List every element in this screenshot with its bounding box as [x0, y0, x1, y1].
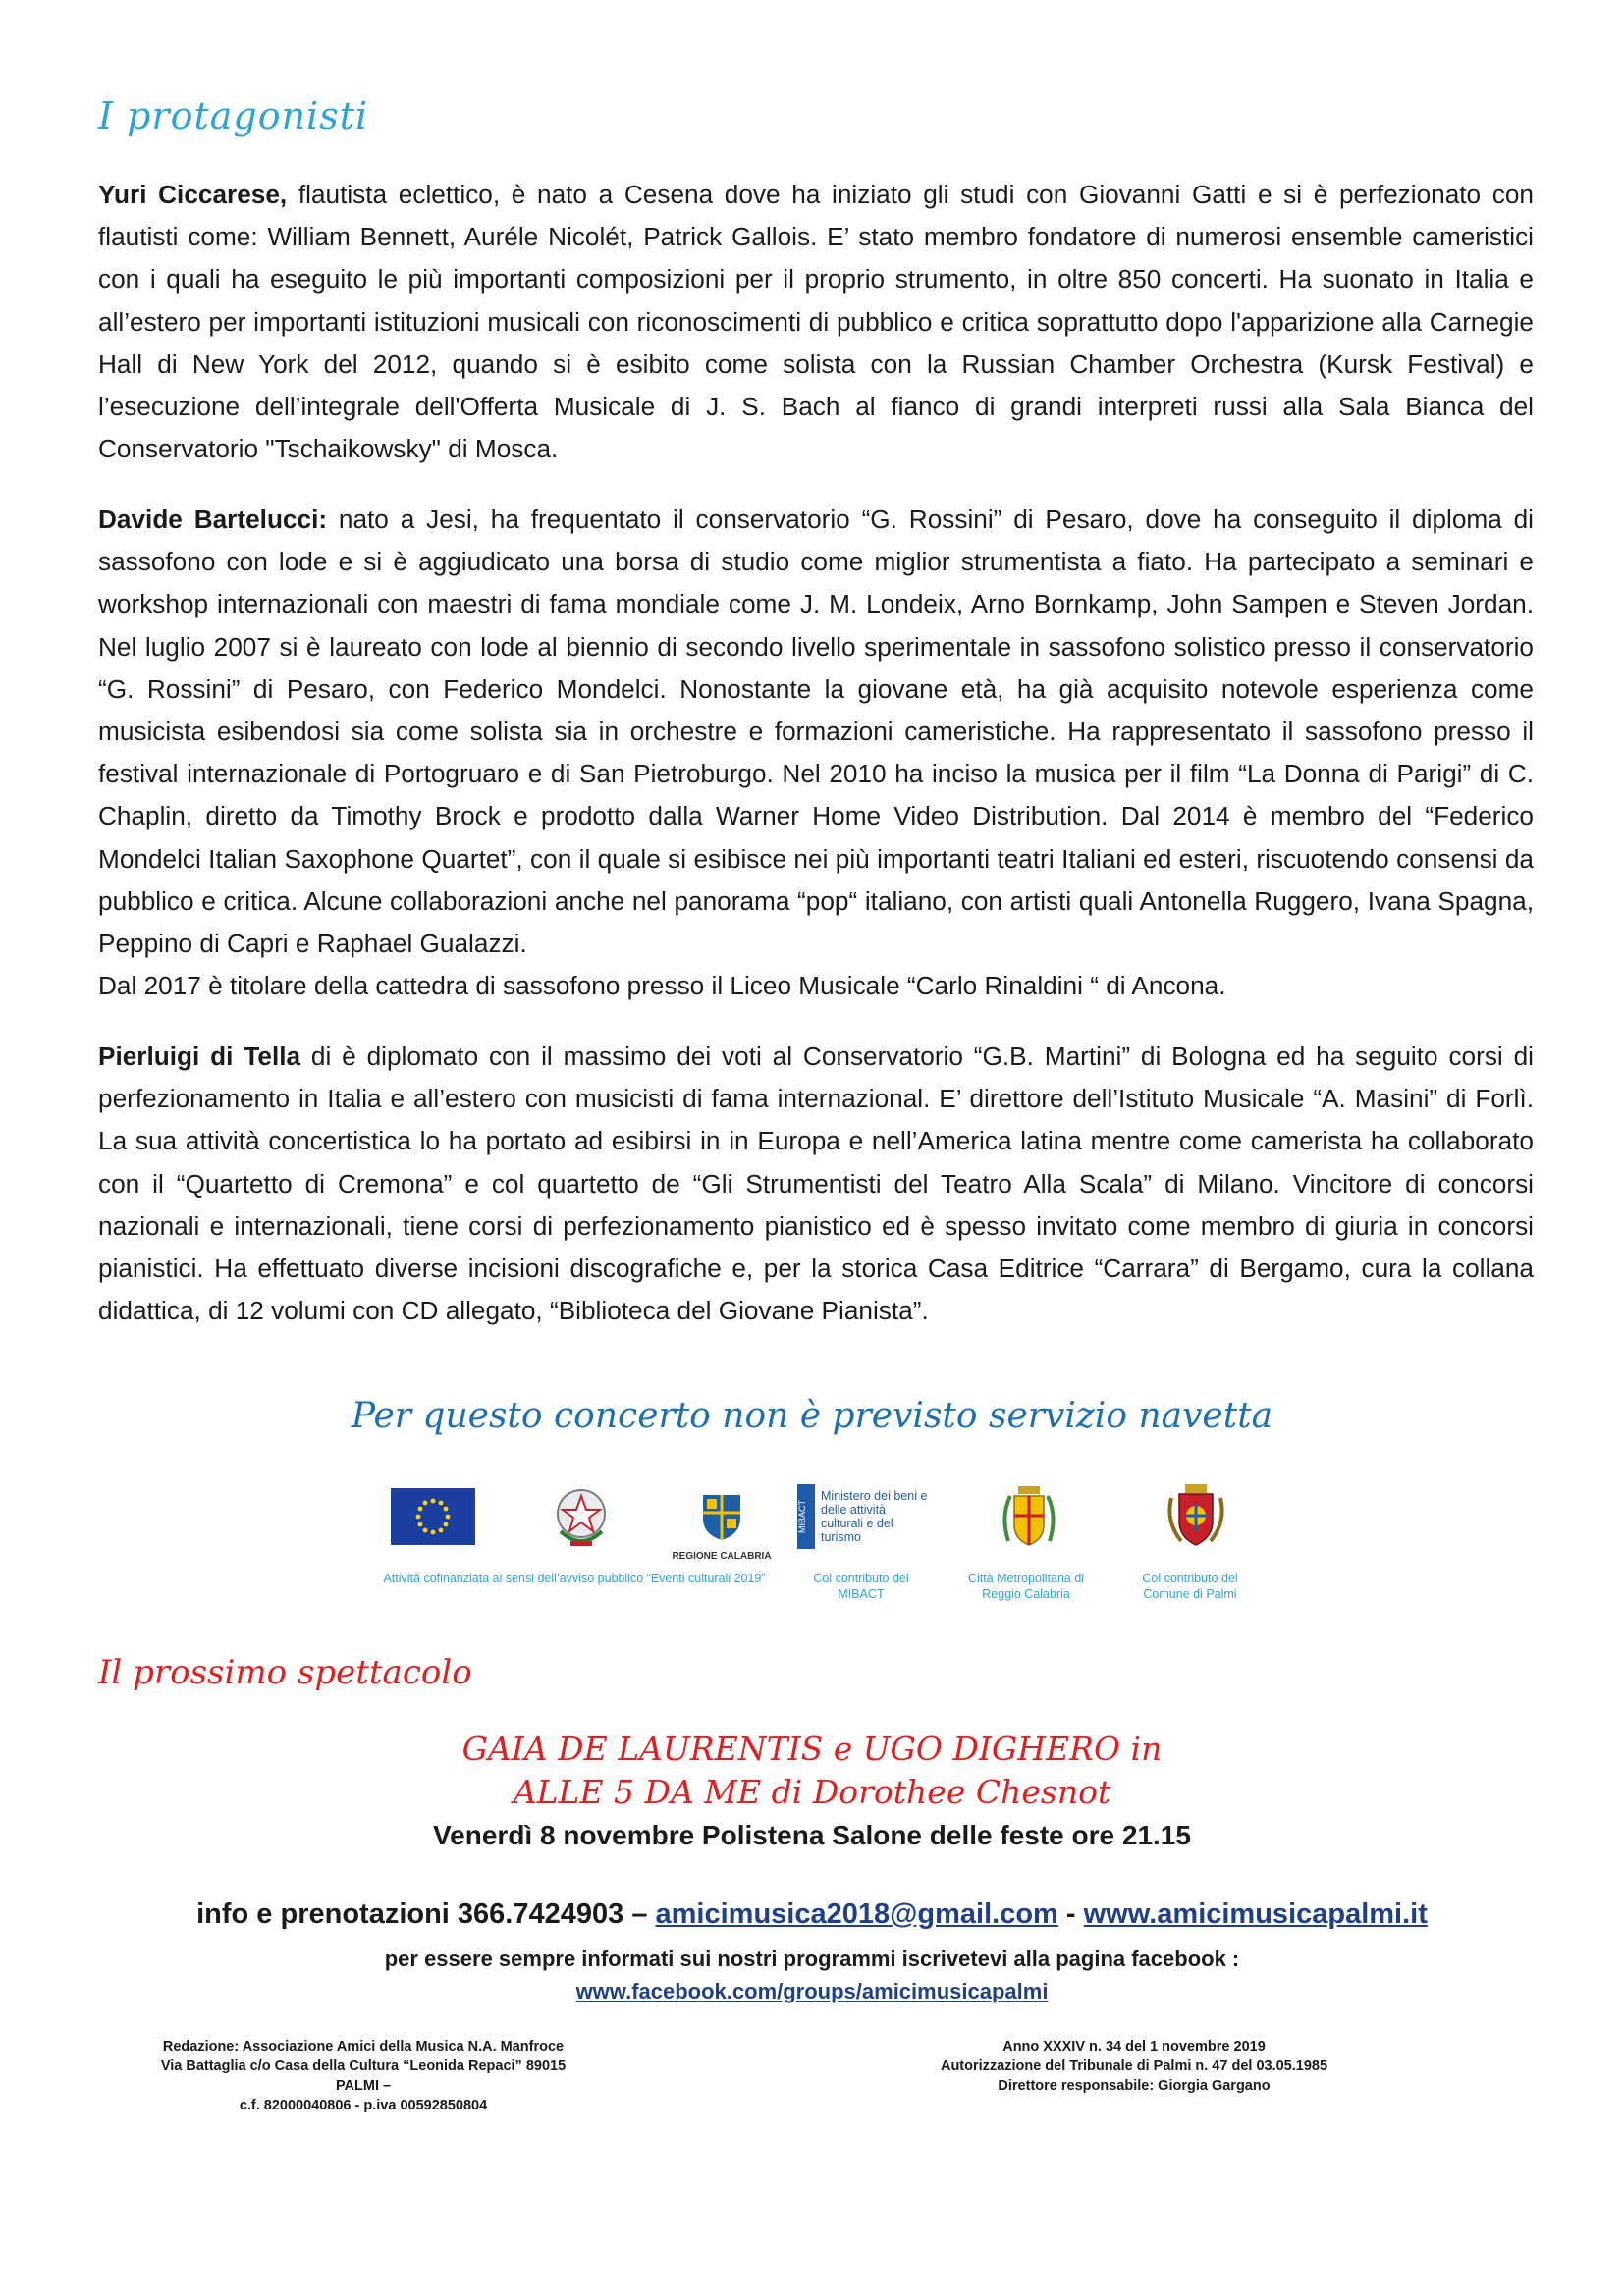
region-label: REGIONE CALABRIA [672, 1551, 772, 1562]
caption-reggio: Città Metropolitana di Reggio Calabria [967, 1572, 1085, 1601]
contact-prefix: info e prenotazioni 366.7424903 – [196, 1898, 656, 1930]
shuttle-note: Per questo concerto non è previsto servizio navetta [351, 1396, 1273, 1436]
website-link[interactable]: www.amicimusicapalmi.it [1083, 1898, 1428, 1930]
footer-line: c.f. 82000040806 - p.iva 00592850804 [239, 2098, 488, 2113]
bio-name: Pierluigi di Tella [98, 1041, 301, 1071]
mibact-logo [797, 1482, 935, 1551]
bio-name: Davide Bartelucci: [98, 505, 328, 534]
bio-name: Yuri Ciccarese, [98, 180, 288, 209]
facebook-line [0, 1979, 1624, 2004]
contact-separator: - [1057, 1898, 1084, 1930]
bio-paragraph [98, 174, 1534, 470]
mibact-side-label: MIBACT [797, 1484, 815, 1549]
footer-registration [874, 2037, 1394, 2096]
footer-line: Redazione: Associazione Amici della Musica N.A. Manfroce [162, 2039, 565, 2055]
facebook-note: per essere sempre informati sui nostri programmi iscrivetevi alla pagina facebook : [384, 1947, 1240, 1971]
bio-text: flautista eclettico, è nato a Cesena dove ha iniziato gli studi con Giovanni Gatti e si è perfezionato con flautisti come: William Bennett, Auréle Nicolét, Patrick Gallois. E’ stato membro fondatore di numerosi ensemble cameristici con i quali ha eseguito le più importanti composizioni per il proprio strumento, in oltre 850 concerti. Ha suonato in Italia e all’estero per importanti istituzioni musicali con riconoscimenti di pubblico e critica soprattutto dopo l'apparizione alla Carnegie Hall di New York del 2012, quando si è esibito come solista con la Russian Chamber Orchestra (Kursk Festival) e l’esecuzione dell’integrale dell'Offerta Musicale di J. S. Bach al fianco di grandi interpreti russi alla Sala Bianca del Conservatorio "Tschaikowsky" di Mosca. [98, 180, 1534, 464]
bio-paragraph [98, 1036, 1534, 1332]
facebook-link[interactable]: www.facebook.com/groups/amicimusicapalmi [575, 1979, 1049, 2003]
email-link[interactable]: amicimusica2018@gmail.com [655, 1898, 1058, 1930]
italian-republic-emblem-icon [546, 1482, 617, 1551]
contact-info [0, 1898, 1624, 1931]
footer-line: Anno XXXIV n. 34 del 1 novembre 2019 [1002, 2039, 1266, 2055]
caption-mibact: Col contributo del MIBACT [813, 1572, 909, 1601]
next-show-date: Venerdì 8 novembre Polistena Salone delle feste ore 21.15 [433, 1820, 1191, 1850]
next-show-title: ALLE 5 DA ME di Dorothee Chesnot [513, 1773, 1111, 1811]
next-show-heading: Il prossimo spettacolo [98, 1653, 472, 1692]
bio-text: nato a Jesi, ha frequentato il conservatorio “G. Rossini” di Pesaro, dove ha conseguito il diploma di sassofono con lode e si è aggiudicato una borsa di studio come miglior strumentista a fiato. Ha partecipato a seminari e workshop internazionali con maestri di fama mondiale come J. M. Londeix, Arno Bornkamp, John Sampen e Steven Jordan. Nel luglio 2007 si è laureato con lode al biennio di secondo livello sperimentale in sassofono solistico presso il conservatorio “G. Rossini” di Pesaro, con Federico Mondelci. Nonostante la giovane età, ha già acquisito notevole esperienza come musicista esibendosi sia come solista sia in orchestre e formazioni cameristiche. Ha rappresentato il sassofono presso il festival internazionale di Portogruaro e di San Pietroburgo. Nel 2010 ha inciso la musica per il film “La Donna di Parigi” di C. Chaplin, diretto da Timothy Brock e prodotto dalla Warner Home Video Distribution. Dal 2014 è membro del “Federico Mondelci Italian Saxophone Quartet”, con il quale si esibisce nei più importanti teatri Italiani ed esteri, riscuotendo consensi da pubblico e critica. Alcune collaborazioni anche nel panorama “pop“ italiano, con artisti quali Antonella Ruggero, Ivana Spagna, Peppino di Capri e Raphael Gualazzi. [98, 505, 1534, 959]
mibact-text: Ministero dei beni e delle attività culturali e del turismo [821, 1489, 928, 1544]
caption-eu: Attività cofinanziata ai sensi dell’avviso pubblico “Eventi culturali 2019” [383, 1572, 766, 1585]
reggio-calabria-crest-icon [992, 1482, 1066, 1551]
regione-calabria-logo [687, 1482, 756, 1551]
caption-palmi: Col contributo del Comune di Palmi [1142, 1572, 1238, 1601]
footer-line: Autorizzazione del Tribunale di Palmi n. 47 del 03.05.1985 [940, 2058, 1328, 2074]
bio-paragraph [98, 499, 1534, 1007]
bio-text: di è diplomato con il massimo dei voti al Conservatorio “G.B. Martini” di Bologna ed ha seguito corsi di perfezionamento in Italia e all’estero con musicisti di fama internazional. E’ direttore dell’Istituto Musicale “A. Masini” di Forlì. La sua attività concertistica lo ha portato ad esibirsi in in Europa e nell’America latina mentre come camerista ha collaborato con il “Quartetto di Cremona” e col quartetto de “Gli Strumentisti del Teatro Alla Scala” di Milano. Vincitore di concorsi nazionali e internazionali, tiene corsi di perfezionamento pianistico ed è spesso invitato come membro di giuria in concorsi pianistici. Ha effettuato diverse incisioni discografiche e, per la storica Casa Editrice “Carrara” di Bergamo, cura la collana didattica, di 12 volumi con CD allegato, “Biblioteca del Giovane Pianista”. [98, 1041, 1534, 1326]
bio-text-extra: Dal 2017 è titolare della cattedra di sassofono presso il Liceo Musicale “Carlo Rinaldini “ di Ancona. [98, 971, 1226, 1001]
sponsor-logos [0, 1482, 1624, 1600]
palmi-crest-icon [1159, 1482, 1233, 1551]
footer-line: Via Battaglia c/o Casa della Cultura “Leonida Repaci” 89015 PALMI – [160, 2058, 567, 2094]
eu-flag-logo [391, 1482, 475, 1551]
footer-line: Direttore responsabile: Giorgia Gargano [998, 2078, 1271, 2094]
footer-publisher [147, 2037, 579, 2115]
next-show-cast: GAIA DE LAURENTIS e UGO DIGHERO in [461, 1730, 1163, 1768]
section-title: I protagonisti [98, 94, 369, 137]
